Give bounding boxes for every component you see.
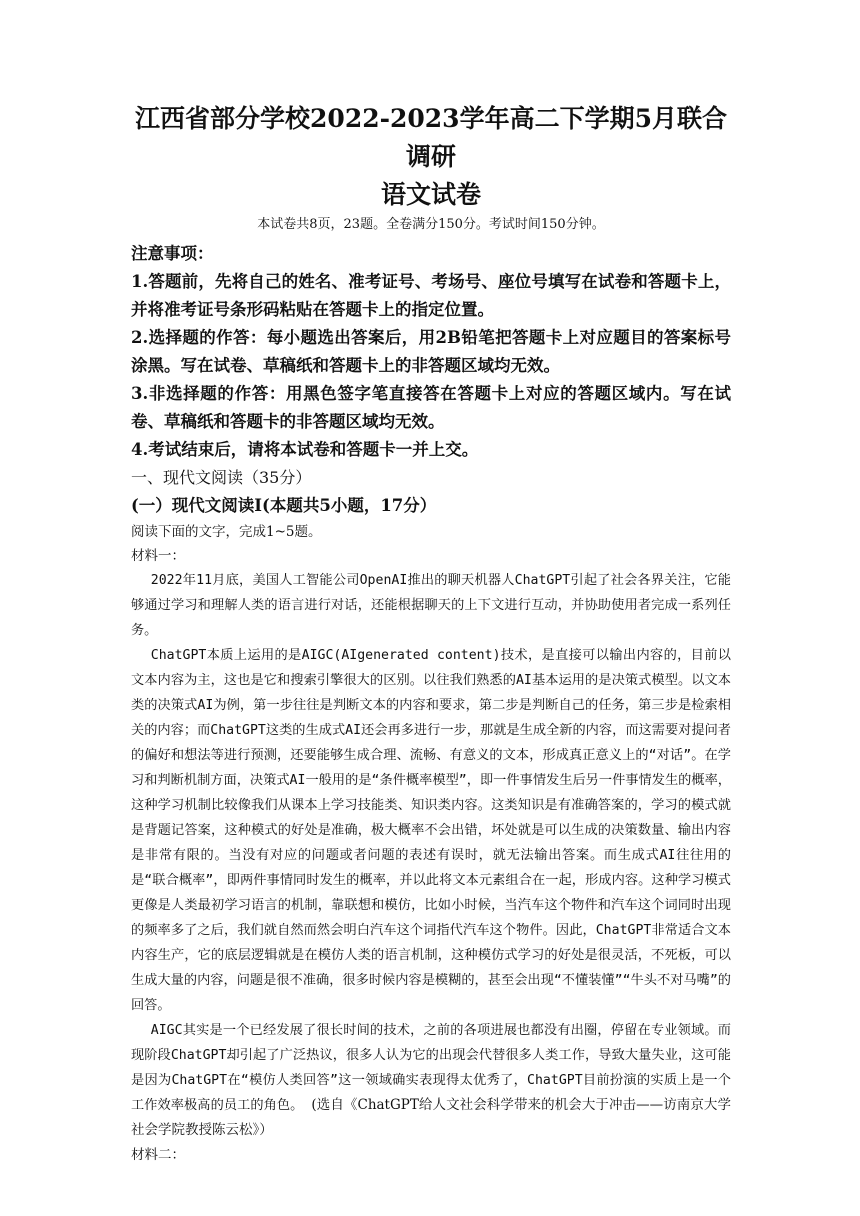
notice-item-4: 4.考试结束后，请将本试卷和答题卡一并上交。 <box>131 440 479 459</box>
material-2-label: 材料二： <box>131 1147 185 1163</box>
paragraph-3-source: (选自《ChatGPT给人文社会科学带来的机会大于冲击——访南京大学社会学院教授陈云松》） <box>131 1097 731 1138</box>
exam-title: 江西省部分学校2022-2023学年高二下学期5月联合调研 <box>135 104 727 171</box>
sub-section-heading: (一）现代文阅读Ⅰ(本题共5小题，17分） <box>131 496 437 515</box>
exam-info: 本试卷共8页，23题。全卷满分150分。考试时间150分钟。 <box>257 217 605 232</box>
reading-instruction: 阅读下面的文字，完成1~5题。 <box>131 524 322 540</box>
exam-subtitle: 语文试卷 <box>380 180 481 209</box>
notice-item-1: 1.答题前，先将自己的姓名、准考证号、考场号、座位号填写在试卷和答题卡上，并将准考证号条形码粘贴在答题卡上的指定位置。 <box>131 272 731 319</box>
notice-item-2: 2.选择题的作答：每小题选出答案后，用2B铅笔把答题卡上对应题目的答案标号涂黑。写在试卷、草稿纸和答题卡上的非答题区域均无效。 <box>131 328 731 375</box>
paragraph-3 <box>131 1018 731 1143</box>
notice-heading: 注意事项： <box>131 244 214 263</box>
exam-page <box>131 100 731 1167</box>
paragraph-2: ChatGPT本质上运用的是AIGC(AIgenerated content)技术，是直接可以输出内容的，目前以文本内容为主，这也是它和搜索引擎很大的区别。以往我们熟悉的AI基本运用的是决策式模型。以文本类的决策式AI为例，第一步往往是判断文本的内容和要求，第二步是判断自己的任务，第三步是检索相关的内容；而ChatGPT这类的生成式AI还会再多进行一步，那就是生成全新的内容，而这需要对提问者的偏好和想法等进行预测，还要能够生成合理、流畅、有意义的文本，形成真正意义上的“对话”。在学习和判断机制方面，决策式AI一般用的是“条件概率模型”，即一件事情发生后另一件事情发生的概率，这种学习机制比较像我们从课本上学习技能类、知识类内容。这类知识是有准确答案的，学习的模式就是背题记答案，这种模式的好处是准确，极大概率不会出错，坏处就是可以生成的决策数量、输出内容是非常有限的。当没有对应的问题或者问题的表述有误时，就无法输出答案。而生成式AI往往用的是“联合概率”，即两件事情同时发生的概率，并以此将文本元素组合在一起，形成内容。这种学习模式更像是人类最初学习语言的机制，靠联想和模仿，比如小时候，当汽车这个物件和汽车这个词同时出现的频率多了之后，我们就自然而然会明白汽车这个词指代汽车这个物件。因此，ChatGPT非常适合文本内容生产，它的底层逻辑就是在模仿人类的语言机制，这种模仿式学习的好处是很灵活，不死板，可以生成大量的内容，问题是很不准确，很多时候内容是模糊的，甚至会出现“不懂装懂”“牛头不对马嘴”的回答。 <box>131 648 731 1013</box>
section-heading: 一、现代文阅读（35分） <box>131 468 312 487</box>
paragraph-3-body: AIGC其实是一个已经发展了很长时间的技术，之前的各项进展也都没有出圈，停留在专业领域。而现阶段ChatGPT却引起了广泛热议，很多人认为它的出现会代替很多人类工作，导致大量失业，这可能是因为ChatGPT在“模仿人类回答”这一领域确实表现得太优秀了，ChatGPT目前扮演的实质上是一个工作效率极高的员工的角色。 <box>131 1023 731 1113</box>
notice-item-3: 3.非选择题的作答：用黑色签字笔直接答在答题卡上对应的答题区域内。写在试卷、草稿纸和答题卡的非答题区域均无效。 <box>131 384 731 431</box>
material-1-label: 材料一： <box>131 548 185 564</box>
paragraph-1: 2022年11月底，美国人工智能公司OpenAI推出的聊天机器人ChatGPT引起了社会各界关注，它能够通过学习和理解人类的语言进行对话，还能根据聊天的上下文进行互动，并协助使用者完成一系列任务。 <box>131 573 731 638</box>
